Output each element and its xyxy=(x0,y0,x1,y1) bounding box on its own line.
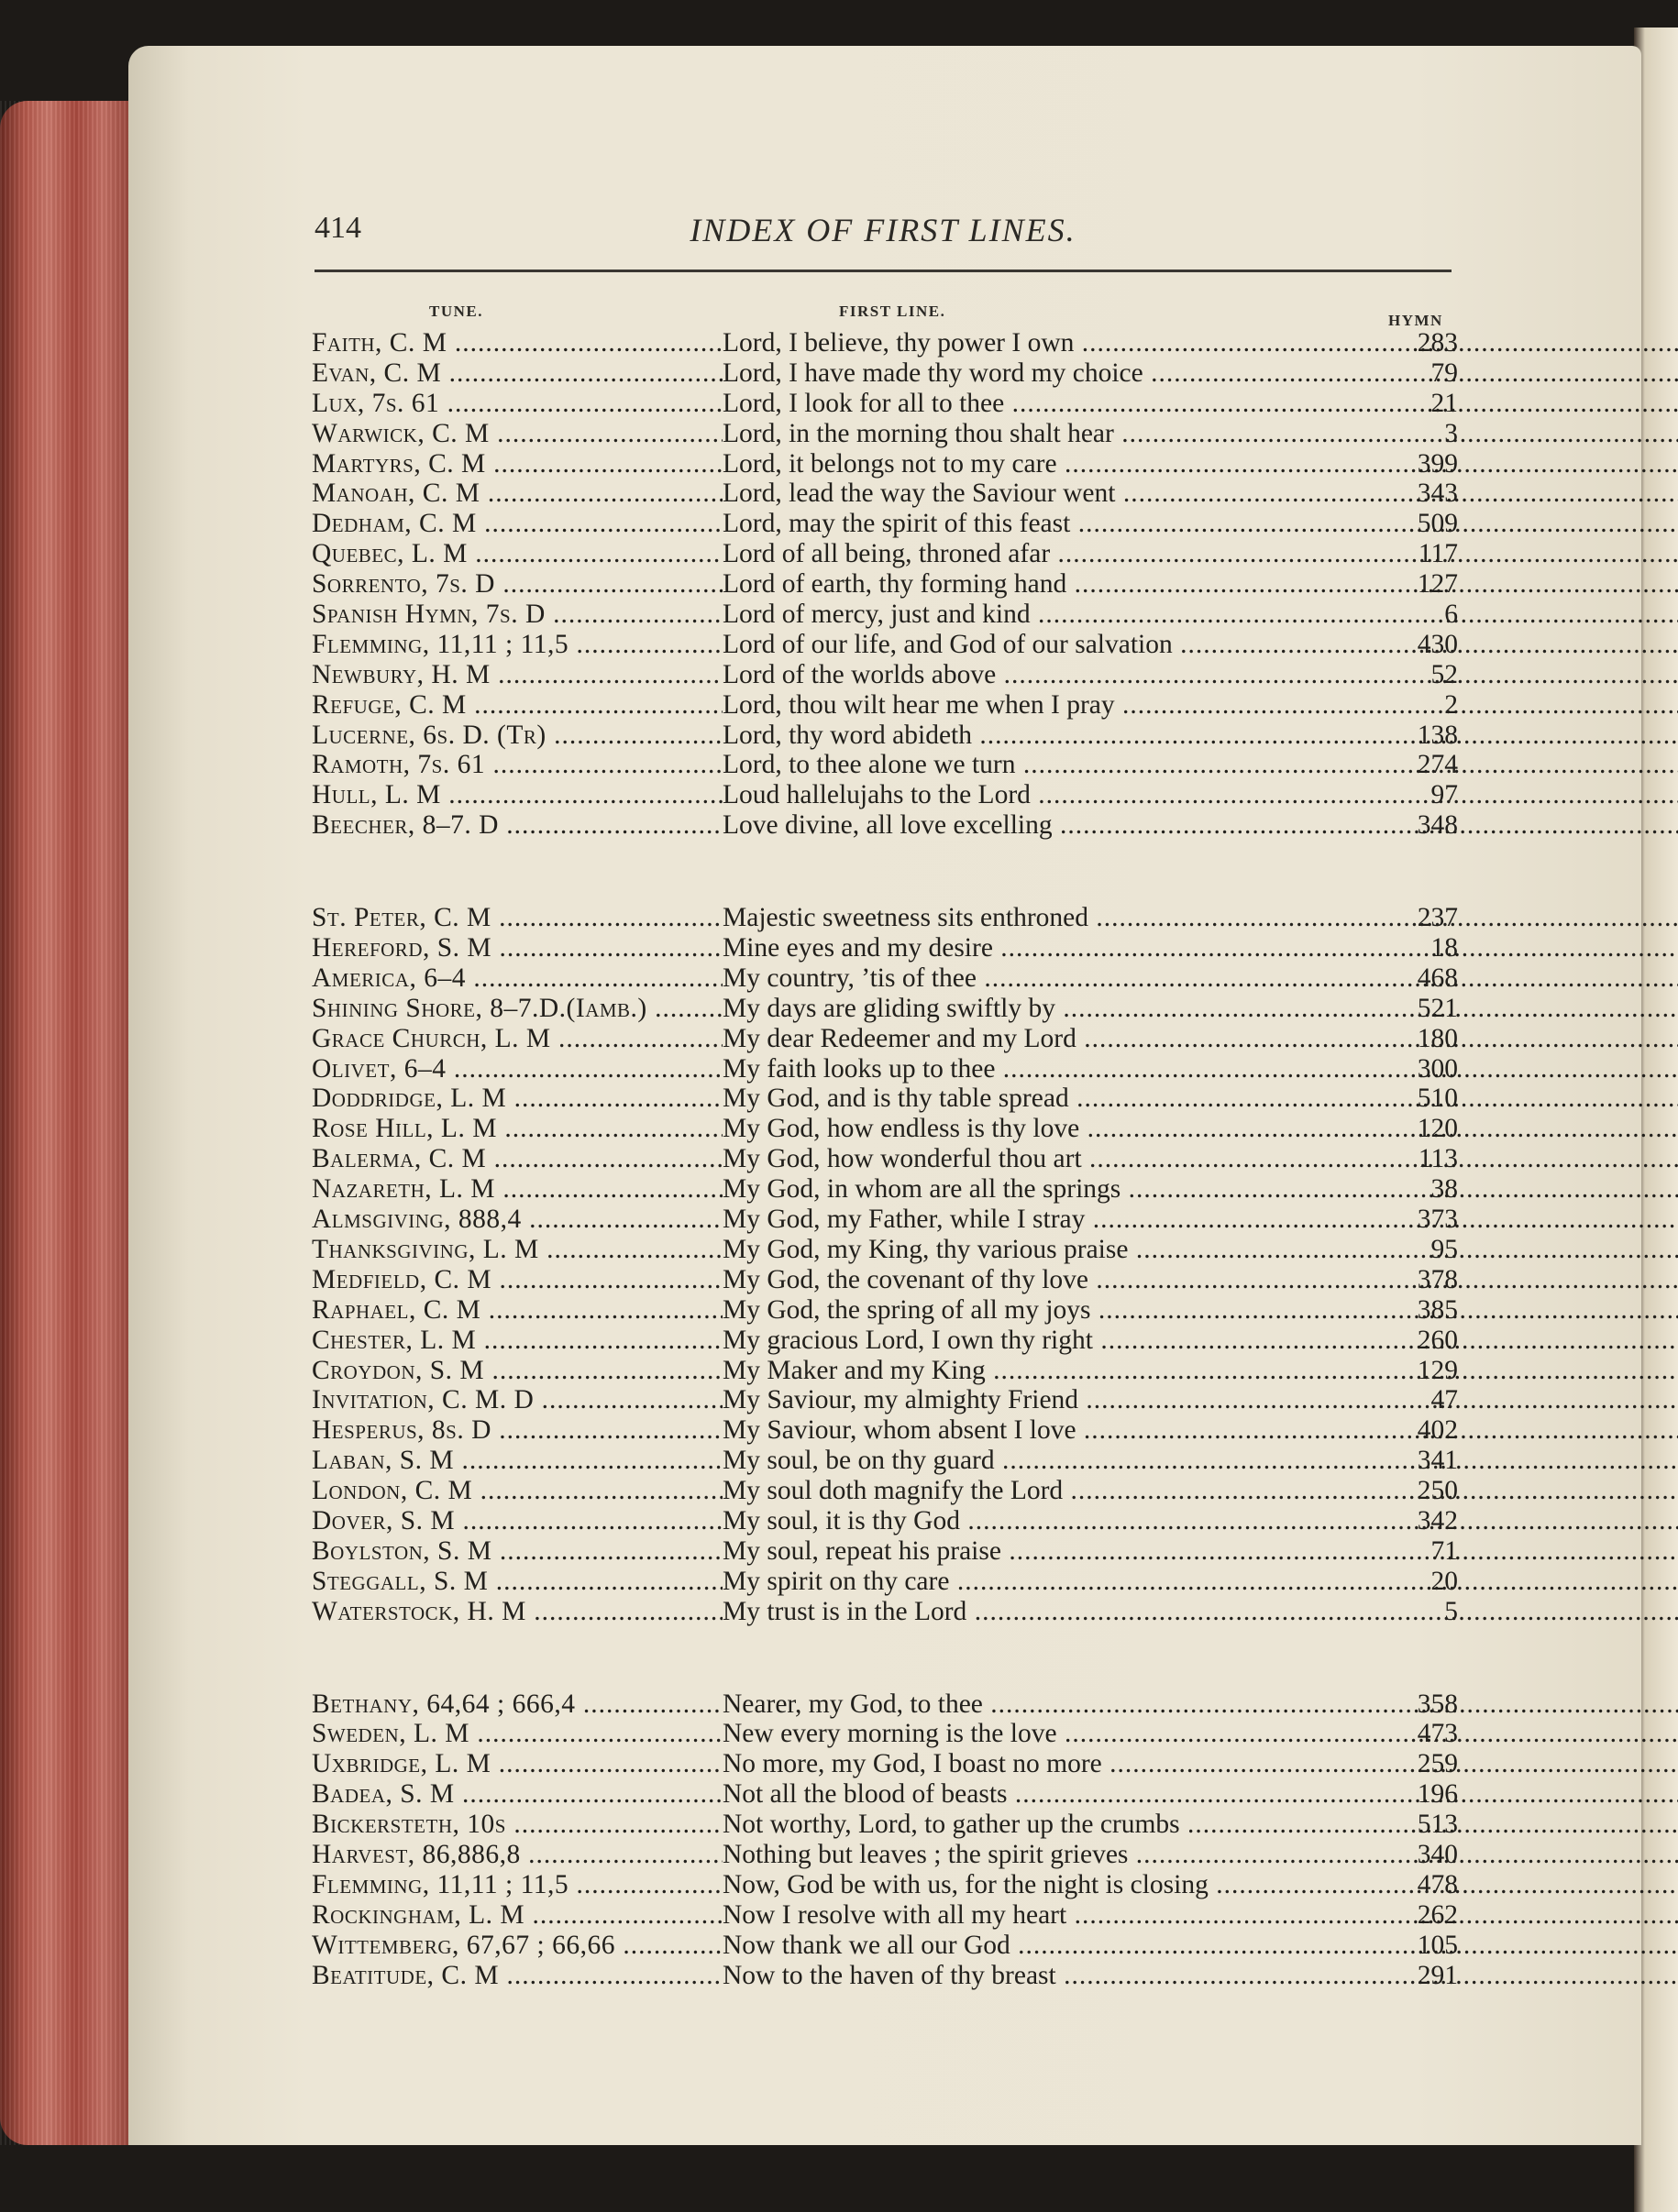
column-header-first-line: FIRST LINE. xyxy=(839,303,946,320)
index-row xyxy=(312,389,1458,419)
hymn-number: 348 xyxy=(1417,810,1458,841)
hymn-number: 18 xyxy=(1430,933,1458,963)
tune-name: Uxbridge, L. M ..... xyxy=(312,1749,723,1779)
first-line: My God, the spring of all my joys ..... xyxy=(723,1295,1678,1326)
first-line: Lord, I look for all to thee ..... xyxy=(723,389,1678,419)
index-row xyxy=(312,721,1458,751)
index-row xyxy=(312,1385,1458,1415)
tune-name: Faith, C. M ..... xyxy=(312,328,723,358)
tune-name: Balerma, C. M ..... xyxy=(312,1144,723,1174)
first-line: Lord, in the morning thou shalt hear ..... xyxy=(723,419,1678,449)
tune-name: Flemming, 11,11 ; 11,5 ..... xyxy=(312,1870,723,1900)
first-line: My soul, it is thy God ..... xyxy=(723,1506,1678,1536)
hymn-number: 250 xyxy=(1417,1476,1458,1506)
first-line: My soul, repeat his praise ..... xyxy=(723,1536,1678,1567)
index-entries xyxy=(312,328,1458,1990)
tune-name: Invitation, C. M. D ..... xyxy=(312,1385,723,1415)
tune-name: Croydon, S. M ..... xyxy=(312,1356,723,1386)
tune-name: St. Peter, C. M ..... xyxy=(312,903,723,933)
tune-name: Rockingham, L. M ..... xyxy=(312,1900,723,1931)
tune-name: Boylston, S. M ..... xyxy=(312,1536,723,1567)
first-line: My God, the covenant of thy love ..... xyxy=(723,1265,1678,1295)
tune-name: Sweden, L. M ..... xyxy=(312,1719,723,1749)
hymn-number: 478 xyxy=(1417,1869,1458,1899)
index-row xyxy=(312,1295,1458,1326)
hymn-number: 127 xyxy=(1417,569,1458,600)
index-row xyxy=(312,903,1458,933)
index-row xyxy=(312,1024,1458,1054)
hymn-number: 473 xyxy=(1417,1719,1458,1749)
hymn-number: 138 xyxy=(1417,720,1458,750)
hymn-number: 105 xyxy=(1417,1930,1458,1960)
hymn-number: 259 xyxy=(1417,1749,1458,1779)
hymn-number: 117 xyxy=(1418,539,1458,569)
first-line: My Maker and my King ..... xyxy=(723,1356,1678,1386)
index-row xyxy=(312,1446,1458,1476)
tune-name: Medfield, C. M ..... xyxy=(312,1265,723,1295)
tune-name: Lucerne, 6s. D. (Tr) ..... xyxy=(312,721,723,751)
first-line: Lord of the worlds above ..... xyxy=(723,660,1678,690)
tune-name: Bethany, 64,64 ; 666,4 ..... xyxy=(312,1689,723,1720)
index-row xyxy=(312,1054,1458,1084)
first-line: My country, ’tis of thee ..... xyxy=(723,963,1678,994)
column-header-tune: TUNE. xyxy=(429,303,483,320)
first-line: Nothing but leaves ; the spirit grieves ..... xyxy=(723,1840,1678,1870)
index-row xyxy=(312,1144,1458,1174)
tune-name: Spanish Hymn, 7s. D ..... xyxy=(312,600,723,630)
first-line: My soul, be on thy guard ..... xyxy=(723,1446,1678,1476)
first-line: Now I resolve with all my heart ..... xyxy=(723,1900,1678,1931)
index-row xyxy=(312,1235,1458,1265)
first-line: Lord, may the spirit of this feast ..... xyxy=(723,509,1678,539)
index-row xyxy=(312,690,1458,721)
index-row xyxy=(312,1356,1458,1386)
tune-name: Hull, L. M ..... xyxy=(312,780,723,810)
first-line: Lord of mercy, just and kind ..... xyxy=(723,600,1678,630)
first-line: My trust is in the Lord ..... xyxy=(723,1597,1678,1627)
index-row xyxy=(312,994,1458,1024)
tune-name: Harvest, 86,886,8 ..... xyxy=(312,1840,723,1870)
first-line: My Saviour, whom absent I love ..... xyxy=(723,1415,1678,1446)
index-row xyxy=(312,630,1458,660)
tune-name: Ramoth, 7s. 61 ..... xyxy=(312,750,723,780)
tune-name: Wittemberg, 67,67 ; 66,66 ..... xyxy=(312,1931,723,1961)
section-gap xyxy=(312,1627,1458,1689)
page-header xyxy=(315,211,1452,266)
hymn-number: 95 xyxy=(1430,1234,1458,1264)
hymn-number: 300 xyxy=(1417,1053,1458,1084)
index-row xyxy=(312,660,1458,690)
tune-name: Chester, L. M ..... xyxy=(312,1326,723,1356)
index-row xyxy=(312,1779,1458,1810)
first-line: My God, in whom are all the springs ..... xyxy=(723,1174,1678,1205)
index-row xyxy=(312,810,1458,841)
tune-name: Laban, S. M ..... xyxy=(312,1446,723,1476)
index-row xyxy=(312,1840,1458,1870)
index-row xyxy=(312,1749,1458,1779)
hymn-number: 430 xyxy=(1417,629,1458,659)
hymn-number: 341 xyxy=(1417,1446,1458,1476)
index-row xyxy=(312,1114,1458,1144)
first-line: Lord, lead the way the Saviour went ..... xyxy=(723,479,1678,509)
tune-name: Dover, S. M ..... xyxy=(312,1506,723,1536)
first-line: Lord, thou wilt hear me when I pray ..... xyxy=(723,690,1678,721)
tune-name: Newbury, H. M ..... xyxy=(312,660,723,690)
index-row xyxy=(312,328,1458,358)
tune-name: Thanksgiving, L. M ..... xyxy=(312,1235,723,1265)
tune-name: Refuge, C. M ..... xyxy=(312,690,723,721)
index-row xyxy=(312,1597,1458,1627)
first-line: Majestic sweetness sits enthroned ..... xyxy=(723,903,1678,933)
first-line: My God, and is thy table spread ..... xyxy=(723,1084,1678,1114)
hymn-number: 358 xyxy=(1417,1689,1458,1719)
column-header-hymn: HYMN xyxy=(1388,312,1443,329)
hymn-number: 513 xyxy=(1417,1810,1458,1840)
hymn-number: 20 xyxy=(1430,1566,1458,1596)
index-row xyxy=(312,1900,1458,1931)
index-row xyxy=(312,1719,1458,1749)
first-line: My God, how wonderful thou art ..... xyxy=(723,1144,1678,1174)
section-gap xyxy=(312,841,1458,903)
hymn-number: 52 xyxy=(1430,659,1458,689)
hymn-number: 521 xyxy=(1417,993,1458,1023)
index-row xyxy=(312,1870,1458,1900)
hymn-number: 385 xyxy=(1417,1294,1458,1325)
hymn-number: 283 xyxy=(1417,328,1458,358)
first-line: Lord of our life, and God of our salvation ..... xyxy=(723,630,1678,660)
tune-name: Martyrs, C. M ..... xyxy=(312,449,723,479)
index-row xyxy=(312,1506,1458,1536)
hymn-number: 5 xyxy=(1444,1596,1458,1626)
hymn-number: 38 xyxy=(1430,1174,1458,1205)
first-line: My spirit on thy care ..... xyxy=(723,1567,1678,1597)
index-row xyxy=(312,1810,1458,1840)
hymn-number: 79 xyxy=(1430,358,1458,388)
first-line: My soul doth magnify the Lord ..... xyxy=(723,1476,1678,1506)
tune-name: Evan, C. M ..... xyxy=(312,358,723,389)
first-line: Lord of all being, throned afar ..... xyxy=(723,539,1678,569)
index-row xyxy=(312,539,1458,569)
hymn-number: 402 xyxy=(1417,1415,1458,1446)
index-row xyxy=(312,750,1458,780)
first-line: Not worthy, Lord, to gather up the crumbs ..... xyxy=(723,1810,1678,1840)
tune-name: Bickersteth, 10s ..... xyxy=(312,1810,723,1840)
hymn-number: 274 xyxy=(1417,750,1458,780)
index-row xyxy=(312,419,1458,449)
first-line: Now, God be with us, for the night is closing ..... xyxy=(723,1870,1678,1900)
hymn-number: 3 xyxy=(1444,418,1458,448)
first-line: Now to the haven of thy breast ..... xyxy=(723,1961,1678,1991)
tune-name: Rose Hill, L. M ..... xyxy=(312,1114,723,1144)
first-line: Lord, to thee alone we turn ..... xyxy=(723,750,1678,780)
index-row xyxy=(312,1961,1458,1991)
hymn-number: 342 xyxy=(1417,1505,1458,1535)
index-row xyxy=(312,1689,1458,1720)
index-row xyxy=(312,1174,1458,1205)
tune-name: Sorrento, 7s. D ..... xyxy=(312,569,723,600)
first-line: My faith looks up to thee ..... xyxy=(723,1054,1678,1084)
first-line: My God, my Father, while I stray ..... xyxy=(723,1205,1678,1235)
first-line: No more, my God, I boast no more ..... xyxy=(723,1749,1678,1779)
tune-name: Almsgiving, 888,4 ..... xyxy=(312,1205,723,1235)
tune-name: Nazareth, L. M ..... xyxy=(312,1174,723,1205)
hymn-number: 71 xyxy=(1430,1535,1458,1566)
first-line: My God, my King, thy various praise ..... xyxy=(723,1235,1678,1265)
index-row xyxy=(312,933,1458,963)
first-line: Love divine, all love excelling ..... xyxy=(723,810,1678,841)
index-row xyxy=(312,1326,1458,1356)
index-row xyxy=(312,1265,1458,1295)
tune-name: Hesperus, 8s. D ..... xyxy=(312,1415,723,1446)
index-row xyxy=(312,963,1458,994)
hymn-number: 378 xyxy=(1417,1264,1458,1294)
index-row xyxy=(312,1415,1458,1446)
page-number: 414 xyxy=(315,211,361,245)
hymn-number: 113 xyxy=(1418,1144,1458,1174)
first-line: Lord, it belongs not to my care ..... xyxy=(723,449,1678,479)
hymn-number: 340 xyxy=(1417,1839,1458,1869)
tune-name: Badea, S. M ..... xyxy=(312,1779,723,1810)
tune-name: America, 6–4 ..... xyxy=(312,963,723,994)
first-line: Not all the blood of beasts ..... xyxy=(723,1779,1678,1810)
hymn-number: 21 xyxy=(1430,388,1458,418)
hymn-number: 97 xyxy=(1430,780,1458,810)
first-line: Loud hallelujahs to the Lord ..... xyxy=(723,780,1678,810)
header-rule xyxy=(315,270,1452,272)
first-line: Lord, I have made thy word my choice ..... xyxy=(723,358,1678,389)
tune-name: Dedham, C. M ..... xyxy=(312,509,723,539)
hymn-number: 468 xyxy=(1417,963,1458,993)
hymn-number: 509 xyxy=(1417,509,1458,539)
index-row xyxy=(312,358,1458,389)
first-line: My Saviour, my almighty Friend ..... xyxy=(723,1385,1678,1415)
hymn-number: 120 xyxy=(1417,1114,1458,1144)
first-line: My God, how endless is thy love ..... xyxy=(723,1114,1678,1144)
hymn-number: 196 xyxy=(1417,1779,1458,1810)
tune-name: Raphael, C. M ..... xyxy=(312,1295,723,1326)
index-row xyxy=(312,509,1458,539)
hymn-number: 237 xyxy=(1417,903,1458,933)
tune-name: Flemming, 11,11 ; 11,5 ..... xyxy=(312,630,723,660)
hymn-number: 47 xyxy=(1430,1385,1458,1415)
tune-name: Olivet, 6–4 ..... xyxy=(312,1054,723,1084)
index-row xyxy=(312,449,1458,479)
index-row xyxy=(312,1205,1458,1235)
first-line: Lord, thy word abideth ..... xyxy=(723,721,1678,751)
tune-name: Waterstock, H. M ..... xyxy=(312,1597,723,1627)
first-line: Mine eyes and my desire ..... xyxy=(723,933,1678,963)
hymn-number: 180 xyxy=(1417,1023,1458,1053)
hymn-number: 291 xyxy=(1417,1960,1458,1990)
tune-name: Beatitude, C. M ..... xyxy=(312,1961,723,1991)
tune-name: Lux, 7s. 61 ..... xyxy=(312,389,723,419)
hymn-number: 6 xyxy=(1444,600,1458,630)
index-row xyxy=(312,1476,1458,1506)
tune-name: Manoah, C. M ..... xyxy=(312,479,723,509)
hymn-number: 510 xyxy=(1417,1084,1458,1114)
index-row xyxy=(312,1931,1458,1961)
first-line: Lord, I believe, thy power I own ..... xyxy=(723,328,1678,358)
index-row xyxy=(312,479,1458,509)
tune-name: London, C. M ..... xyxy=(312,1476,723,1506)
hymn-number: 129 xyxy=(1417,1355,1458,1385)
index-row xyxy=(312,1536,1458,1567)
first-line: My gracious Lord, I own thy right ..... xyxy=(723,1326,1678,1356)
tune-name: Doddridge, L. M ..... xyxy=(312,1084,723,1114)
index-row xyxy=(312,1567,1458,1597)
first-line: My dear Redeemer and my Lord ..... xyxy=(723,1024,1678,1054)
index-row xyxy=(312,780,1458,810)
book-page-edges xyxy=(0,101,138,2145)
tune-name: Shining Shore, 8–7.D.(Iamb.) ..... xyxy=(312,994,723,1024)
tune-name: Warwick, C. M ..... xyxy=(312,419,723,449)
hymn-number: 399 xyxy=(1417,448,1458,479)
index-row xyxy=(312,569,1458,600)
hymn-number: 260 xyxy=(1417,1325,1458,1355)
index-row xyxy=(312,1084,1458,1114)
hymn-number: 343 xyxy=(1417,479,1458,509)
first-line: Nearer, my God, to thee ..... xyxy=(723,1689,1678,1720)
hymn-number: 373 xyxy=(1417,1205,1458,1235)
tune-name: Hereford, S. M ..... xyxy=(312,933,723,963)
hymn-number: 262 xyxy=(1417,1899,1458,1930)
page-title: INDEX OF FIRST LINES. xyxy=(690,212,1076,248)
tune-name: Grace Church, L. M ..... xyxy=(312,1024,723,1054)
tune-name: Beecher, 8–7. D ..... xyxy=(312,810,723,841)
tune-name: Quebec, L. M ..... xyxy=(312,539,723,569)
index-row xyxy=(312,600,1458,630)
first-line: Lord of earth, thy forming hand ..... xyxy=(723,569,1678,600)
first-line: My days are gliding swiftly by ..... xyxy=(723,994,1678,1024)
first-line: Now thank we all our God ..... xyxy=(723,1931,1678,1961)
first-line: New every morning is the love ..... xyxy=(723,1719,1678,1749)
tune-name: Steggall, S. M ..... xyxy=(312,1567,723,1597)
hymn-number: 2 xyxy=(1444,689,1458,720)
